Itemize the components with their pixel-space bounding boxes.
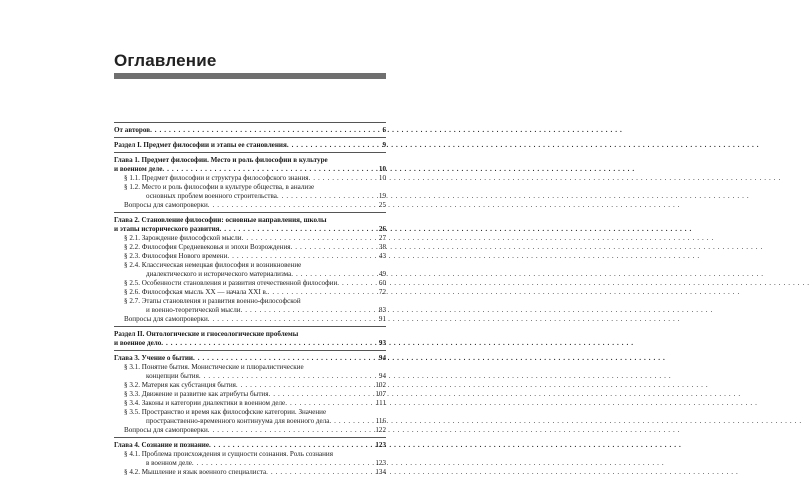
toc-leader xyxy=(329,417,374,426)
toc-leader xyxy=(208,201,378,210)
toc-page-number: 19 xyxy=(378,192,386,200)
toc-leader xyxy=(236,381,374,390)
toc-leader xyxy=(268,288,378,297)
toc-entry-title-line: Раздел II. Онтологические и гносеологические проблемы xyxy=(114,330,299,338)
toc-page-number: 38 xyxy=(378,243,386,251)
toc-entry-s22[interactable] xyxy=(124,243,386,252)
toc-entry-part2[interactable] xyxy=(114,330,386,348)
toc-page-number: 10 xyxy=(378,165,386,173)
toc-entry-title-line: Глава 2. Становление философии: основные направления, школы xyxy=(114,216,327,224)
toc-entry-title: Раздел I. Предмет философии и этапы ее становления xyxy=(114,141,287,149)
toc-page-number: 102 xyxy=(375,381,386,389)
title-rule xyxy=(114,73,386,79)
toc-entry-title-line: § 4.1. Проблема происхождения и сущности сознания. Роль сознания xyxy=(124,450,333,458)
toc-entry-title-line: § 3.5. Пространство и время как философские категории. Значение xyxy=(124,408,327,416)
toc-entry-title: Вопросы для самопроверки xyxy=(124,315,208,323)
toc-entry-title: § 3.4. Законы и категории диалектики в военном деле xyxy=(124,399,286,407)
toc-page-number: 10 xyxy=(378,174,386,182)
page-title: Оглавление xyxy=(114,51,217,70)
toc-leader xyxy=(208,426,375,435)
toc-entry-s11[interactable] xyxy=(124,174,386,183)
toc-page-number: 93 xyxy=(378,339,386,347)
toc-entry-title: пространственно-временного континуума для военного дела xyxy=(146,417,330,425)
toc-leader xyxy=(285,399,375,408)
toc-entry-part1[interactable] xyxy=(114,141,386,150)
toc-page-number: 111 xyxy=(375,399,386,407)
toc-entry-title: § 3.3. Движение и развитие как атрибуты бытия xyxy=(124,390,269,398)
toc-leader xyxy=(161,339,378,348)
toc-page-number: 134 xyxy=(375,468,386,476)
toc-entry-title: Вопросы для самопроверки xyxy=(124,426,208,434)
toc-entry-s31[interactable] xyxy=(124,363,386,381)
toc-entry-ch1[interactable] xyxy=(114,156,386,174)
toc-entry-title-line: § 3.1. Понятие бытия. Монистические и плюралистические xyxy=(124,363,304,371)
toc-entry-authors[interactable] xyxy=(114,126,386,135)
toc-leader xyxy=(309,174,378,183)
toc-page-number: 116 xyxy=(375,417,386,425)
toc-entry-title: Вопросы для самопроверки xyxy=(124,201,208,209)
toc-leader xyxy=(220,225,378,234)
toc-entry-q3[interactable] xyxy=(124,426,386,435)
toc-entry-title: и военное дело xyxy=(114,339,162,347)
toc-leader xyxy=(193,354,378,363)
toc-leader xyxy=(277,192,378,201)
toc-entry-title: § 1.1. Предмет философии и структура философского знания xyxy=(124,174,309,182)
toc-leader xyxy=(266,468,374,477)
toc-entry-title: § 2.2. Философия Средневековья и эпохи Возрождения xyxy=(124,243,291,251)
toc-page-number: 26 xyxy=(378,225,386,233)
toc-entry-title: и этапы исторического развития xyxy=(114,225,220,233)
toc-entry-s27[interactable] xyxy=(124,297,386,315)
toc-page-number: 123 xyxy=(375,459,386,467)
divider xyxy=(114,152,386,153)
toc-page-number: 94 xyxy=(378,354,386,362)
toc-page-number: 27 xyxy=(378,234,386,242)
toc-leader xyxy=(227,252,378,261)
divider xyxy=(114,212,386,213)
toc-page-number: 83 xyxy=(378,306,386,314)
toc-entry-s42[interactable] xyxy=(124,468,386,477)
toc-entry-s34[interactable] xyxy=(124,399,386,408)
divider xyxy=(114,350,386,351)
toc-entry-title: основных проблем военного строительства xyxy=(146,192,277,200)
toc-page-number: 9 xyxy=(382,141,386,149)
toc-leader xyxy=(199,372,378,381)
toc-entry-title: § 2.3. Философия Нового времени xyxy=(124,252,228,260)
toc-entry-title-line: § 2.7. Этапы становления и развития военно-философской xyxy=(124,297,301,305)
toc-leader xyxy=(150,126,381,135)
toc-leader xyxy=(162,165,378,174)
toc-entry-s35[interactable] xyxy=(124,408,386,426)
toc-leader xyxy=(209,441,374,450)
toc-entry-title: § 2.6. Философская мысль XX — начала XXI в. xyxy=(124,288,268,296)
toc-entry-s32[interactable] xyxy=(124,381,386,390)
toc-leader xyxy=(337,279,378,288)
toc-entry-title: От авторов xyxy=(114,126,151,134)
toc-page-number: 72 xyxy=(378,288,386,296)
divider xyxy=(114,122,386,123)
toc-entry-title: § 2.5. Особенности становления и развития отечественной философии xyxy=(124,279,338,287)
toc-leader xyxy=(291,270,378,279)
toc-leader xyxy=(208,315,378,324)
toc-page-number: 91 xyxy=(378,315,386,323)
toc-leader xyxy=(241,306,378,315)
toc-entry-s23[interactable] xyxy=(124,252,386,261)
toc-leader xyxy=(287,141,382,150)
toc-leader xyxy=(268,390,374,399)
toc-entry-s25[interactable] xyxy=(124,279,386,288)
toc-page-number: 43 xyxy=(378,252,386,260)
toc-page-number: 60 xyxy=(378,279,386,287)
table-of-contents xyxy=(114,120,386,477)
toc-entry-title: и военном деле xyxy=(114,165,163,173)
toc-page-number: 6 xyxy=(382,126,386,134)
toc-entry-title-line: Глава 1. Предмет философии. Место и роль философии в культуре xyxy=(114,156,328,164)
toc-leader xyxy=(192,459,374,468)
toc-entry-ch2[interactable] xyxy=(114,216,386,234)
toc-entry-s41[interactable] xyxy=(124,450,386,468)
toc-entry-s33[interactable] xyxy=(124,390,386,399)
toc-entry-title: Глава 3. Учение о бытии xyxy=(114,354,194,362)
toc-entry-title: концепции бытия xyxy=(146,372,199,380)
divider xyxy=(114,437,386,438)
toc-page-number: 107 xyxy=(375,390,386,398)
toc-leader xyxy=(291,243,378,252)
toc-entry-title: и военно-теоретической мысли xyxy=(146,306,241,314)
toc-page-number: 123 xyxy=(375,441,386,449)
toc-entry-title-line: § 1.2. Место и роль философии в культуре общества, в анализе xyxy=(124,183,315,191)
toc-entry-title-line: § 2.4. Классическая немецкая философия и возникновение xyxy=(124,261,302,269)
toc-entry-q2[interactable] xyxy=(124,315,386,324)
toc-entry-ch3[interactable] xyxy=(114,354,386,363)
toc-page-number: 122 xyxy=(375,426,386,434)
toc-page-number: 49 xyxy=(378,270,386,278)
toc-page-number: 94 xyxy=(378,372,386,380)
toc-entry-title: Глава 4. Сознание и познание xyxy=(114,441,210,449)
toc-entry-title: § 2.1. Зарождение философской мысли xyxy=(124,234,242,242)
toc-entry-s26[interactable] xyxy=(124,288,386,297)
toc-entry-ch4[interactable] xyxy=(114,441,386,450)
toc-entry-s21[interactable] xyxy=(124,234,386,243)
toc-entry-title: § 4.2. Мышление и язык военного специалиста xyxy=(124,468,267,476)
toc-entry-title: в военном деле xyxy=(146,459,192,467)
toc-entry-s24[interactable] xyxy=(124,261,386,279)
toc-entry-title: § 3.2. Материя как субстанция бытия xyxy=(124,381,236,389)
divider xyxy=(114,137,386,138)
toc-page-number: 25 xyxy=(378,201,386,209)
toc-entry-s12[interactable] xyxy=(124,183,386,201)
toc-entry-title: диалектического и исторического материализма xyxy=(146,270,292,278)
toc-leader xyxy=(242,234,378,243)
toc-entry-q1[interactable] xyxy=(124,201,386,210)
divider xyxy=(114,326,386,327)
